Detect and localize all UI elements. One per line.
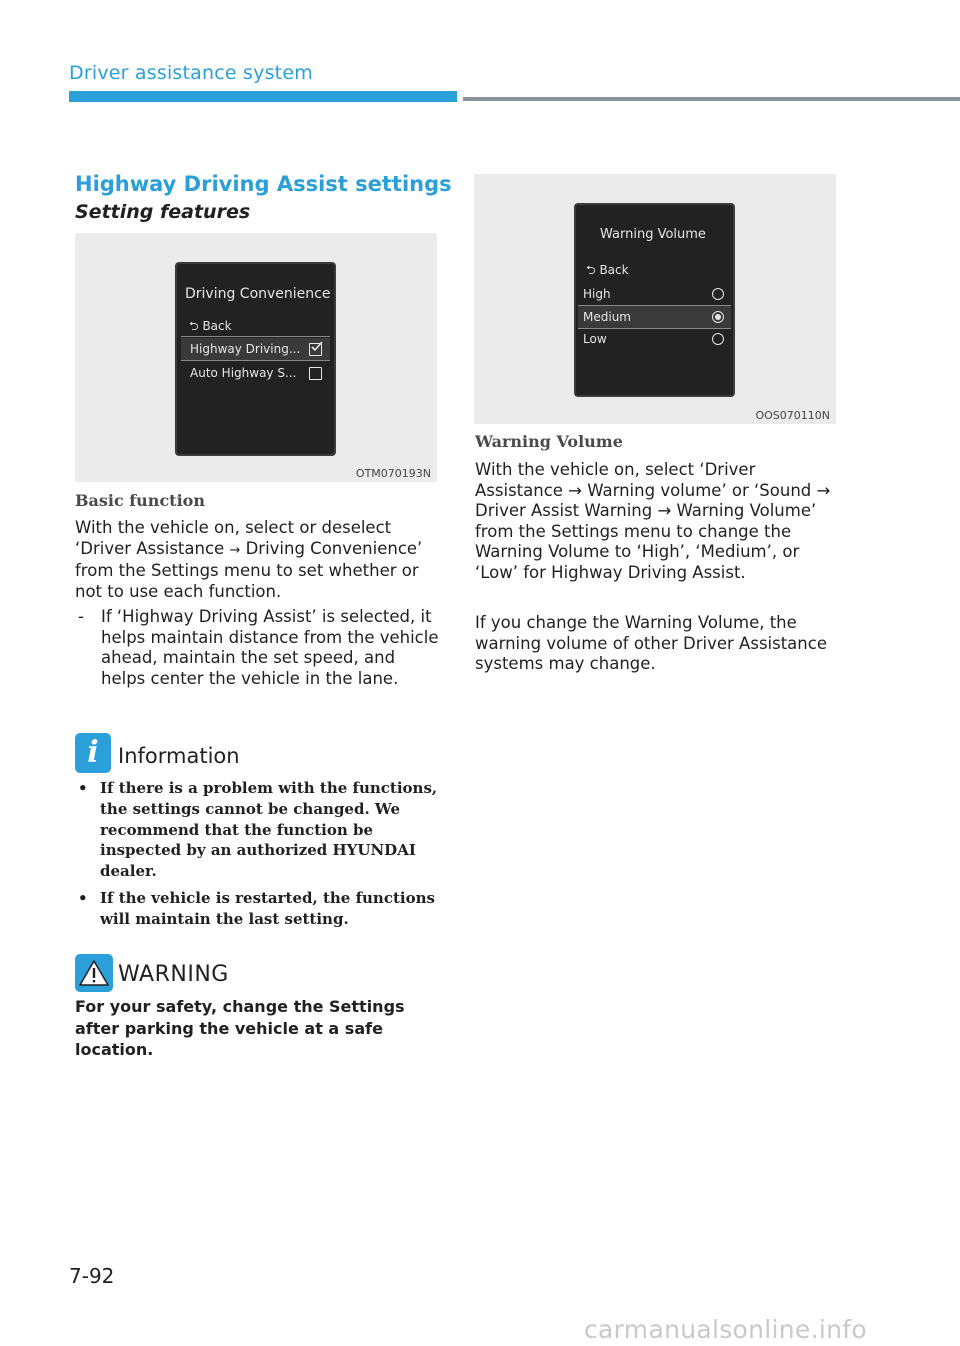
list-item [75,888,440,930]
back-label: Back [202,319,232,333]
list-item [75,778,440,882]
bullet-icon: • [78,888,88,907]
highway-assist-bullet: If ‘Highway Driving Assist’ is selected, it helps maintain distance from the vehicle ahead, maintain the set speed, and helps center the vehicle in the lane. [101,607,439,688]
divider [181,360,330,361]
bullet-dash: - [78,607,84,626]
menu-item-label: Auto Highway S... [190,366,297,380]
section-title: Driver assistance system [69,62,313,84]
option-label: Medium [583,310,631,324]
back-icon: ⮌ [189,319,199,333]
option-label: Low [583,332,607,346]
information-item-text: If there is a problem with the functions, the settings cannot be changed. We recommend that the function be inspected by an authorized HYUNDAI dealer. [100,779,438,881]
option-medium [578,306,731,328]
page-subheading: Setting features [75,201,251,223]
back-button [189,317,232,338]
back-button [586,261,629,282]
radio-icon [712,333,724,345]
header-rule [463,97,960,101]
header-rule-accent [69,91,457,102]
figure-driving-convenience [75,233,437,482]
information-item-text: If the vehicle is restarted, the functions will maintain the last setting. [100,888,435,928]
warning-title: WARNING [118,962,229,987]
warning-text: For your safety, change the Settings after parking the vehicle at a safe location. [75,997,405,1059]
figure-warning-volume [474,174,836,424]
menu-item-label: Highway Driving... [190,342,301,356]
information-list [75,778,440,936]
cluster-screen [175,262,336,456]
radio-selected-icon [712,311,724,323]
back-icon: ⮌ [586,263,596,277]
warning-volume-text: With the vehicle on, select ‘Driver Assistance → Warning volume’ or ‘Sound → Driver Assist Warning → Warning Volume’ from the Settings menu to change the Warning Volume to ‘High’, ‘Medium’, or ‘Low’ for Highway Driving Assist. [475,460,831,582]
watermark: carmanualsonline.info [584,1315,867,1344]
screen-title: Warning Volume [600,227,706,242]
bullet-icon: • [78,779,88,797]
page-number: 7-92 [69,1264,115,1288]
information-title: Information [118,744,240,768]
warning-volume-heading: Warning Volume [475,432,623,451]
back-label: Back [599,263,629,277]
warning-triangle-icon [75,954,113,992]
warning-volume-note: If you change the Warning Volume, the warning volume of other Driver Assistance systems may change. [475,613,827,674]
information-icon: i [75,733,111,773]
cluster-screen [574,203,735,397]
screen-title: Driving Convenience [185,286,331,302]
option-label: High [583,287,611,301]
page-heading: Highway Driving Assist settings [75,172,452,196]
basic-function-heading: Basic function [75,491,205,510]
figure-code: OTM070193N [355,467,431,480]
figure-code: OOS070110N [755,409,830,422]
basic-function-text: With the vehicle on, select or deselect ‘Driver Assistance → Driving Convenience’ from the Settings menu to set whether or not to use each function. [75,518,423,601]
divider [181,336,330,337]
warning-icon [75,954,113,992]
checkbox-unchecked-icon [309,367,322,380]
check-mark-icon [310,341,324,353]
option-high [578,283,731,305]
menu-item-auto-highway [181,362,330,384]
radio-icon [712,288,724,300]
checkbox-checked-icon [309,343,322,356]
option-low [578,328,731,350]
menu-item-highway-driving [181,338,330,360]
